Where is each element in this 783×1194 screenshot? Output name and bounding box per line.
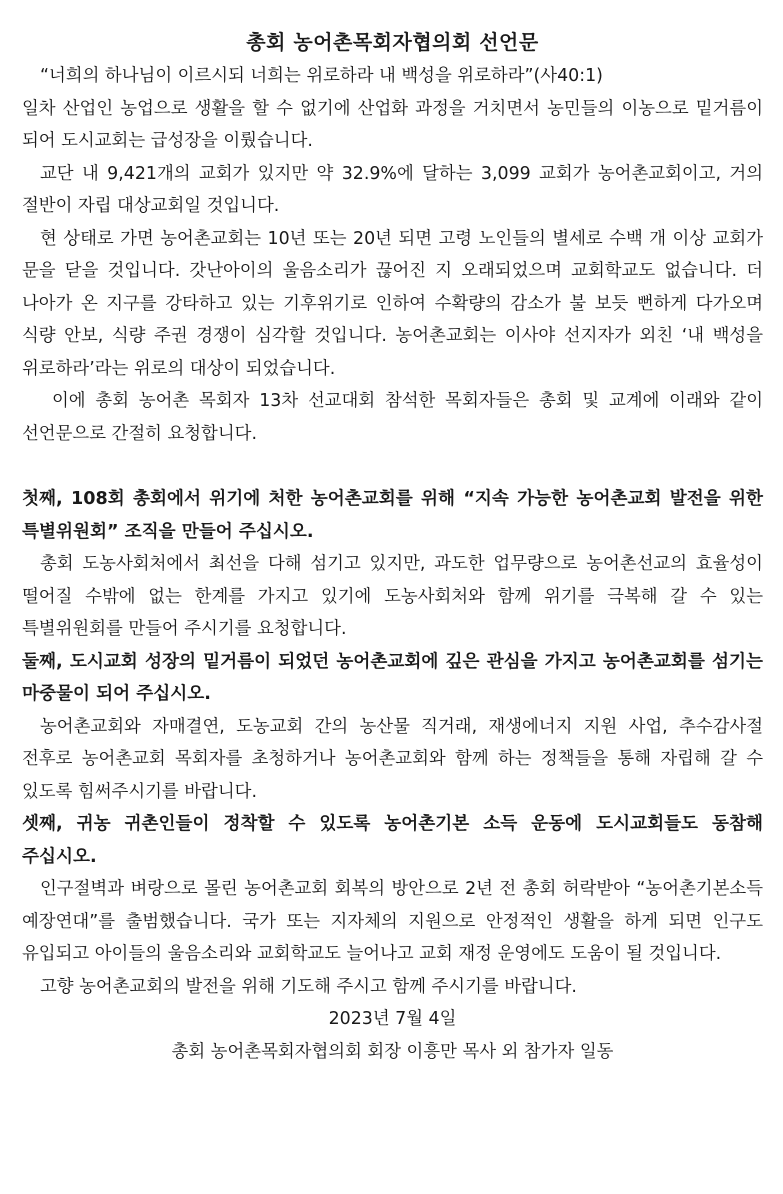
section-heading-2: 둘째, 도시교회 성장의 밑거름이 되었던 농어촌교회에 깊은 관심을 가지고 농어촌교회를 섬기는 마중물이 되어 주십시오. — [22, 651, 763, 704]
section-spacer — [22, 450, 763, 483]
section-heading-3: 셋째, 귀농 귀촌인들이 정착할 수 있도록 농어촌기본 소득 운동에 도시교회들도 동참해 주십시오. — [22, 814, 763, 867]
section-body-1: 총회 도농사회처에서 최선을 다해 섬기고 있지만, 과도한 업무량으로 농어촌선교의 효율성이 떨어질 수밖에 없는 한계를 가지고 있기에 도농사회처와 함께 위기를 극복해 갈 수 있는 특별위원회를 만들어 주시기를 요청합니다. — [22, 554, 763, 639]
intro-paragraph-4: 이에 총회 농어촌 목회자 13차 선교대회 참석한 목회자들은 총회 및 교계에 이래와 같이 선언문으로 간절히 요청합니다. — [22, 391, 763, 444]
section-body-2: 농어촌교회와 자매결연, 도농교회 간의 농산물 직거래, 재생에너지 지원 사업, 추수감사절 전후로 농어촌교회 목회자를 초청하거나 농어촌교회와 함께 하는 정책들을 통해 자립해 갈 수 있도록 힘써주시기를 바랍니다. — [22, 716, 763, 802]
declaration-document — [22, 24, 763, 1068]
section-heading-1: 첫째, 108회 총회에서 위기에 처한 농어촌교회를 위해 “지속 가능한 농어촌교회 발전을 위한 특별위원회” 조직을 만들어 주십시오. — [22, 489, 763, 542]
document-signature: 총회 농어촌목회자협의회 회장 이흥만 목사 외 참가자 일동 — [171, 1041, 614, 1062]
section-body-3: 인구절벽과 벼랑으로 몰린 농어촌교회 회복의 방안으로 2년 전 총회 허락받아 “농어촌기본소득 예장연대”를 출범했습니다. 국가 또는 지자체의 지원으로 안정적인 생활을 하게 되면 인구도 유입되고 아이들의 울음소리와 교회학교도 늘어나고 교회 재정 운영에도 도움이 될 것입니다. — [22, 879, 763, 964]
document-title: 총회 농어촌목회자협의회 선언문 — [246, 30, 539, 54]
intro-paragraph-3: 현 상태로 가면 농어촌교회는 10년 또는 20년 되면 고령 노인들의 별세로 수백 개 이상 교회가 문을 닫을 것입니다. 갓난아이의 울음소리가 끊어진 지 오래되었으며 교회학교도 없습니다. 더 나아가 온 지구를 강타하고 있는 기후위기로 인하여 수확량의 감소가 불 보듯 뻔하게 다가오며 식량 안보, 식량 주권 경쟁이 심각할 것입니다. 농어촌교회는 이사야 선지자가 외친 ‘내 백성을 위로하라’라는 위로의 대상이 되었습니다. — [22, 228, 763, 379]
scripture-quote: “너희의 하나님이 이르시되 너희는 위로하라 내 백성을 위로하라”(사40:1) — [40, 66, 603, 86]
intro-paragraph-2: 교단 내 9,421개의 교회가 있지만 약 32.9%에 달하는 3,099 교회가 농어촌교회이고, 거의 절반이 자립 대상교회일 것입니다. — [22, 163, 763, 216]
closing-statement: 고향 농어촌교회의 발전을 위해 기도해 주시고 함께 주시기를 바랍니다. — [40, 976, 577, 997]
document-date: 2023년 7월 4일 — [328, 1009, 457, 1029]
intro-paragraph-1: 일차 산업인 농업으로 생활을 할 수 없기에 산업화 과정을 거치면서 농민들의 이농으로 밑거름이 되어 도시교회는 급성장을 이뤘습니다. — [22, 98, 763, 151]
